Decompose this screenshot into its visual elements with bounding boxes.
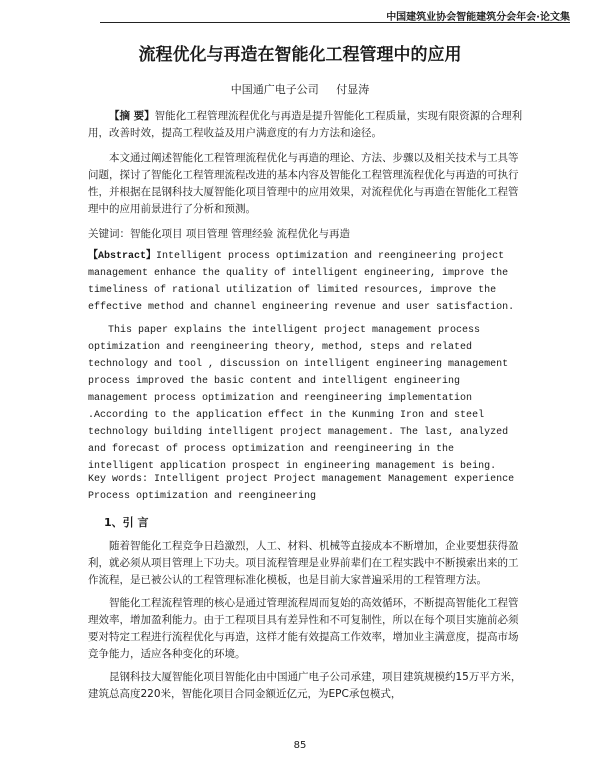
abstract-cn-text: 智能化工程管理流程优化与再造是提升智能化工程质量，实现有限资源的合理利用，改善时效，提高工程收益及用户满意度的有力方法和途径。 bbox=[88, 110, 523, 139]
keywords-cn bbox=[88, 226, 523, 243]
section-heading bbox=[104, 514, 539, 532]
abstract-en-label: 【Abstract】 bbox=[88, 251, 157, 262]
keywords-en bbox=[88, 471, 523, 505]
body-cn bbox=[88, 150, 523, 218]
abstract-cn-label: 【摘 要】 bbox=[109, 110, 155, 122]
keywords-cn-label: 关键词： bbox=[88, 228, 130, 240]
paper-title: 流程优化与再造在智能化工程管理中的应用 bbox=[138, 45, 462, 65]
author-organization: 中国通广电子公司 bbox=[230, 83, 319, 96]
keywords-cn-text: 智能化项目 项目管理 管理经验 流程优化与再造 bbox=[130, 228, 351, 240]
author-line bbox=[0, 81, 600, 97]
abstract-cn bbox=[88, 108, 523, 142]
abstract-en bbox=[88, 248, 523, 316]
running-header: 中国建筑业协会智能建筑分会年会·论文集 bbox=[386, 12, 570, 23]
section-1-paragraph-2: 智能化工程流程管理的核心是通过管理流程周而复始的高效循环，不断提高智能化工程管理效率，增加盈利能力。由于工程项目具有差异性和不可复制性，所以在每个项目实施前必须要对特定工程进行流程优化与再造，这样才能有效提高工作效率，增加业主满意度，提高市场竞争能力，适应各种变化的环境。 bbox=[88, 597, 519, 660]
section-1-heading: 1、引 言 bbox=[104, 516, 149, 529]
section-1-body bbox=[88, 538, 523, 703]
keywords-en-label: Key words: bbox=[88, 474, 149, 485]
author-name: 付显涛 bbox=[336, 83, 370, 96]
body-cn-paragraph: 本文通过阐述智能化工程管理流程优化与再造的理论、方法、步骤以及相关技术与工具等问题，探讨了智能化工程管理流程改进的基本内容及智能化工程管理流程优化与再造的可执行性，并根据在昆钢科技大厦智能化项目管理中的应用效果，对流程优化与再造在智能化工程管理中的应用前景进行了分析和预测。 bbox=[88, 152, 519, 215]
section-1-paragraph-3: 昆钢科技大厦智能化项目智能化由中国通广电子公司承建，项目建筑规模约15万平方米，建筑总高度220米，智能化项目合同金额近亿元，为EPC承包模式， bbox=[88, 671, 522, 700]
abstract-en-text: Intelligent process optimization and reengineering project management enhance the quality of intelligent engineering, improve the timeliness of rational utilization of limited resources, improve the effective method and channel engineering revenue and user satisfaction. bbox=[88, 251, 515, 313]
body-en-paragraph: This paper explains the intelligent project management process optimization and reengineering theory, method, steps and related technology and tool , discussion on intelligent engineering management process improved the basic content and intelligent engineering management process optimization and reengineering implementation .According to the application effect in the Kunming Iron and steel technology building intelligent project management. The last, analyzed and forecast of process optimization and reengineering in the intelligent application prospect in engineering management is being. bbox=[88, 325, 509, 472]
body-en bbox=[88, 322, 523, 475]
keywords-en-text: Intelligent project Project management Management experience Process optimization and reengineering bbox=[88, 474, 515, 502]
page-number: 85 bbox=[293, 740, 307, 751]
header-rule bbox=[100, 22, 570, 23]
section-1-paragraph-1: 随着智能化工程竞争日趋激烈，人工、材料、机械等直接成本不断增加，企业要想获得盈利，就必须从项目管理上下功夫。项目流程管理是业界前辈们在工程实践中不断摸索出来的工作流程，是已被公认的工程管理标准化模板，也是目前大家普遍采用的工程管理方法。 bbox=[88, 540, 519, 586]
